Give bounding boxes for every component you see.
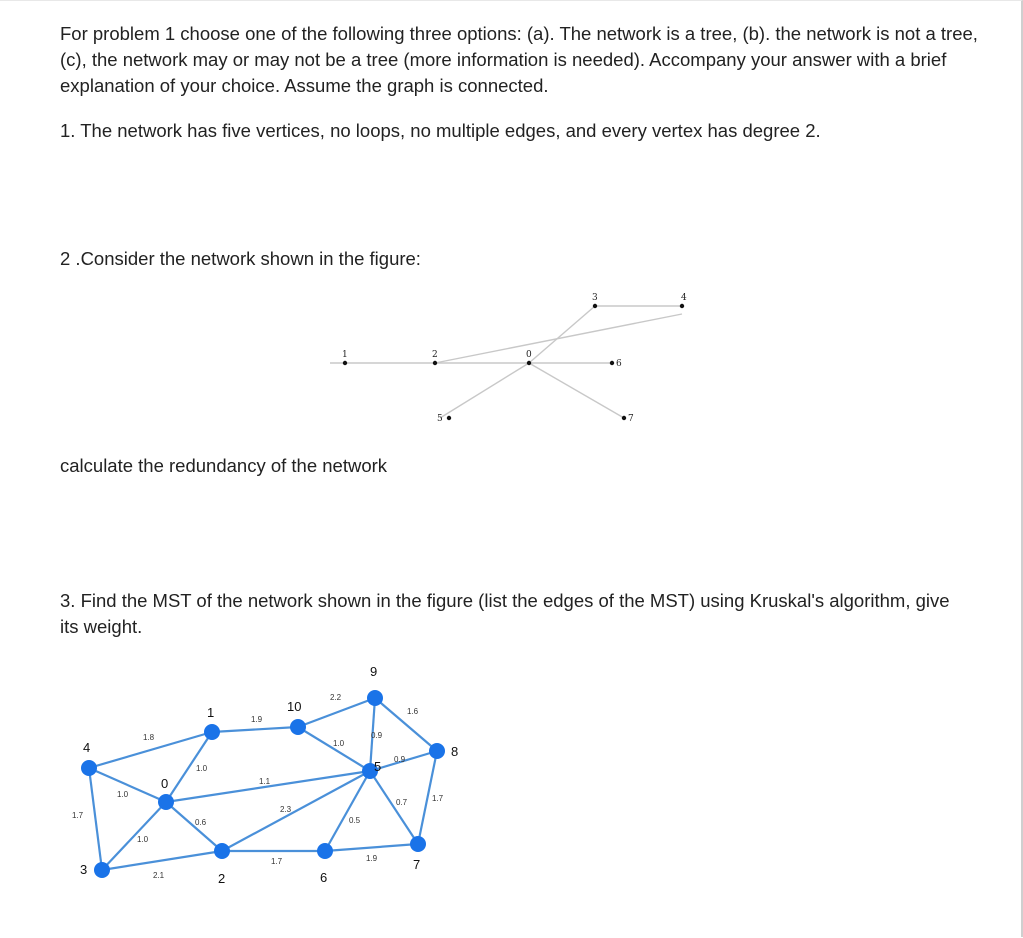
- problem-1-text: 1. The network has five vertices, no loops, no multiple edges, and every vertex has degree 2.: [60, 120, 821, 141]
- fig2-vertex-10: [290, 719, 306, 735]
- fig1-edge-e: [529, 363, 624, 418]
- figure-2-vertex-labels: [80, 664, 458, 886]
- fig2-vertex-8: [429, 743, 445, 759]
- fig2-weight-2-6: 1.7: [271, 857, 283, 866]
- fig1-label-7: 7: [628, 414, 634, 424]
- fig2-weight-3-2: 2.1: [153, 871, 165, 880]
- fig1-vertex-7: [622, 416, 626, 420]
- fig1-vertex-1: [343, 361, 347, 365]
- fig1-edge-d: [440, 363, 529, 418]
- fig2-edge-5-7: [370, 771, 418, 844]
- fig1-label-0: 0: [526, 350, 532, 360]
- fig1-label-2: 2: [432, 350, 438, 360]
- fig1-vertex-2: [433, 361, 437, 365]
- fig2-vertex-4: [81, 760, 97, 776]
- fig2-weight-5-6: 0.5: [349, 816, 361, 825]
- fig1-vertex-3: [593, 304, 597, 308]
- fig1-vertex-0: [527, 361, 531, 365]
- fig2-weight-2-5: 2.3: [280, 805, 292, 814]
- fig2-vertex-2: [214, 843, 230, 859]
- fig2-weight-9-8: 1.6: [407, 707, 419, 716]
- fig2-vertex-3: [94, 862, 110, 878]
- fig2-label-9: 9: [370, 664, 378, 679]
- fig2-edge-10-5: [298, 727, 370, 771]
- fig2-label-3: 3: [80, 862, 88, 877]
- fig1-vertex-4: [680, 304, 684, 308]
- fig2-vertex-9: [367, 690, 383, 706]
- fig2-label-10: 10: [287, 699, 302, 714]
- fig2-weight-4-0: 1.0: [137, 835, 149, 844]
- fig1-label-3: 3: [592, 293, 598, 303]
- fig2-weight-4-3: 1.7: [72, 811, 84, 820]
- fig1-edge-b: [529, 306, 595, 363]
- fig2-weight-5-8: 0.9: [394, 755, 406, 764]
- fig1-label-1: 1: [342, 350, 348, 360]
- figure-1-edges: [330, 306, 682, 418]
- fig2-label-7: 7: [413, 857, 421, 872]
- fig2-vertex-6: [317, 843, 333, 859]
- figure-1-network: [330, 293, 687, 424]
- fig2-vertex-1: [204, 724, 220, 740]
- fig2-label-0: 0: [161, 776, 169, 791]
- fig2-label-6: 6: [320, 870, 328, 885]
- fig2-edge-6-7: [325, 844, 418, 851]
- fig2-weight-0-5: 1.1: [259, 777, 271, 786]
- fig1-vertex-6: [610, 361, 614, 365]
- figure-1-vertices: [343, 304, 684, 420]
- fig2-vertex-0: [158, 794, 174, 810]
- fig2-weight-9-5: 0.9: [371, 731, 383, 740]
- fig2-label-5: 5: [374, 759, 382, 774]
- problem-3-text: 3. Find the MST of the network shown in the figure (list the edges of the MST) using Kruskal's algorithm, give its weight.: [60, 590, 950, 637]
- fig2-edge-1-10: [212, 727, 298, 732]
- fig1-edge-a: [435, 314, 682, 363]
- fig2-vertex-7: [410, 836, 426, 852]
- fig2-label-8: 8: [451, 744, 459, 759]
- fig1-label-5: 5: [437, 414, 443, 424]
- fig2-weight-extra: 1.9: [251, 715, 263, 724]
- fig2-edge-4-3: [89, 768, 102, 870]
- fig2-weight-0-2: 0.6: [195, 818, 207, 827]
- fig2-edge-0-2: [166, 802, 222, 851]
- fig2-edge-3-2: [102, 851, 222, 870]
- fig2-weight-6-7: 1.9: [366, 854, 378, 863]
- figure-1-labels: [342, 293, 687, 424]
- fig1-vertex-5: [447, 416, 451, 420]
- fig2-weight-4-1: 1.8: [143, 733, 155, 742]
- fig2-edge-10-9: [298, 698, 375, 727]
- figure-2-network: [72, 664, 458, 886]
- fig2-label-2: 2: [218, 871, 226, 886]
- fig1-label-4: 4: [681, 293, 687, 303]
- fig2-weight-8-7: 1.7: [432, 794, 444, 803]
- fig2-edge-9-8: [375, 698, 437, 751]
- fig2-weight-5-7: 0.7: [396, 798, 408, 807]
- intro-paragraph: For problem 1 choose one of the following three options: (a). The network is a tree, (b). the network is not a tree, (c), the network may or may not be a tree (more information is needed). Accompany your answer with a brief explanation of your choice. Assume the graph is connected.: [60, 23, 978, 96]
- fig2-weight-10-9: 2.2: [330, 693, 342, 702]
- problem-2-question: calculate the redundancy of the network: [60, 455, 388, 476]
- fig2-label-1: 1: [207, 705, 215, 720]
- fig2-weight-1-0: 1.0: [117, 790, 129, 799]
- fig2-label-4: 4: [83, 740, 91, 755]
- fig1-label-6: 6: [616, 359, 622, 369]
- fig2-weight-1-10: 1.0: [196, 764, 208, 773]
- fig2-weight-0-3: 1.0: [333, 739, 345, 748]
- fig2-edge-0-3: [102, 802, 166, 870]
- problem-2-text: 2 .Consider the network shown in the figure:: [60, 248, 421, 269]
